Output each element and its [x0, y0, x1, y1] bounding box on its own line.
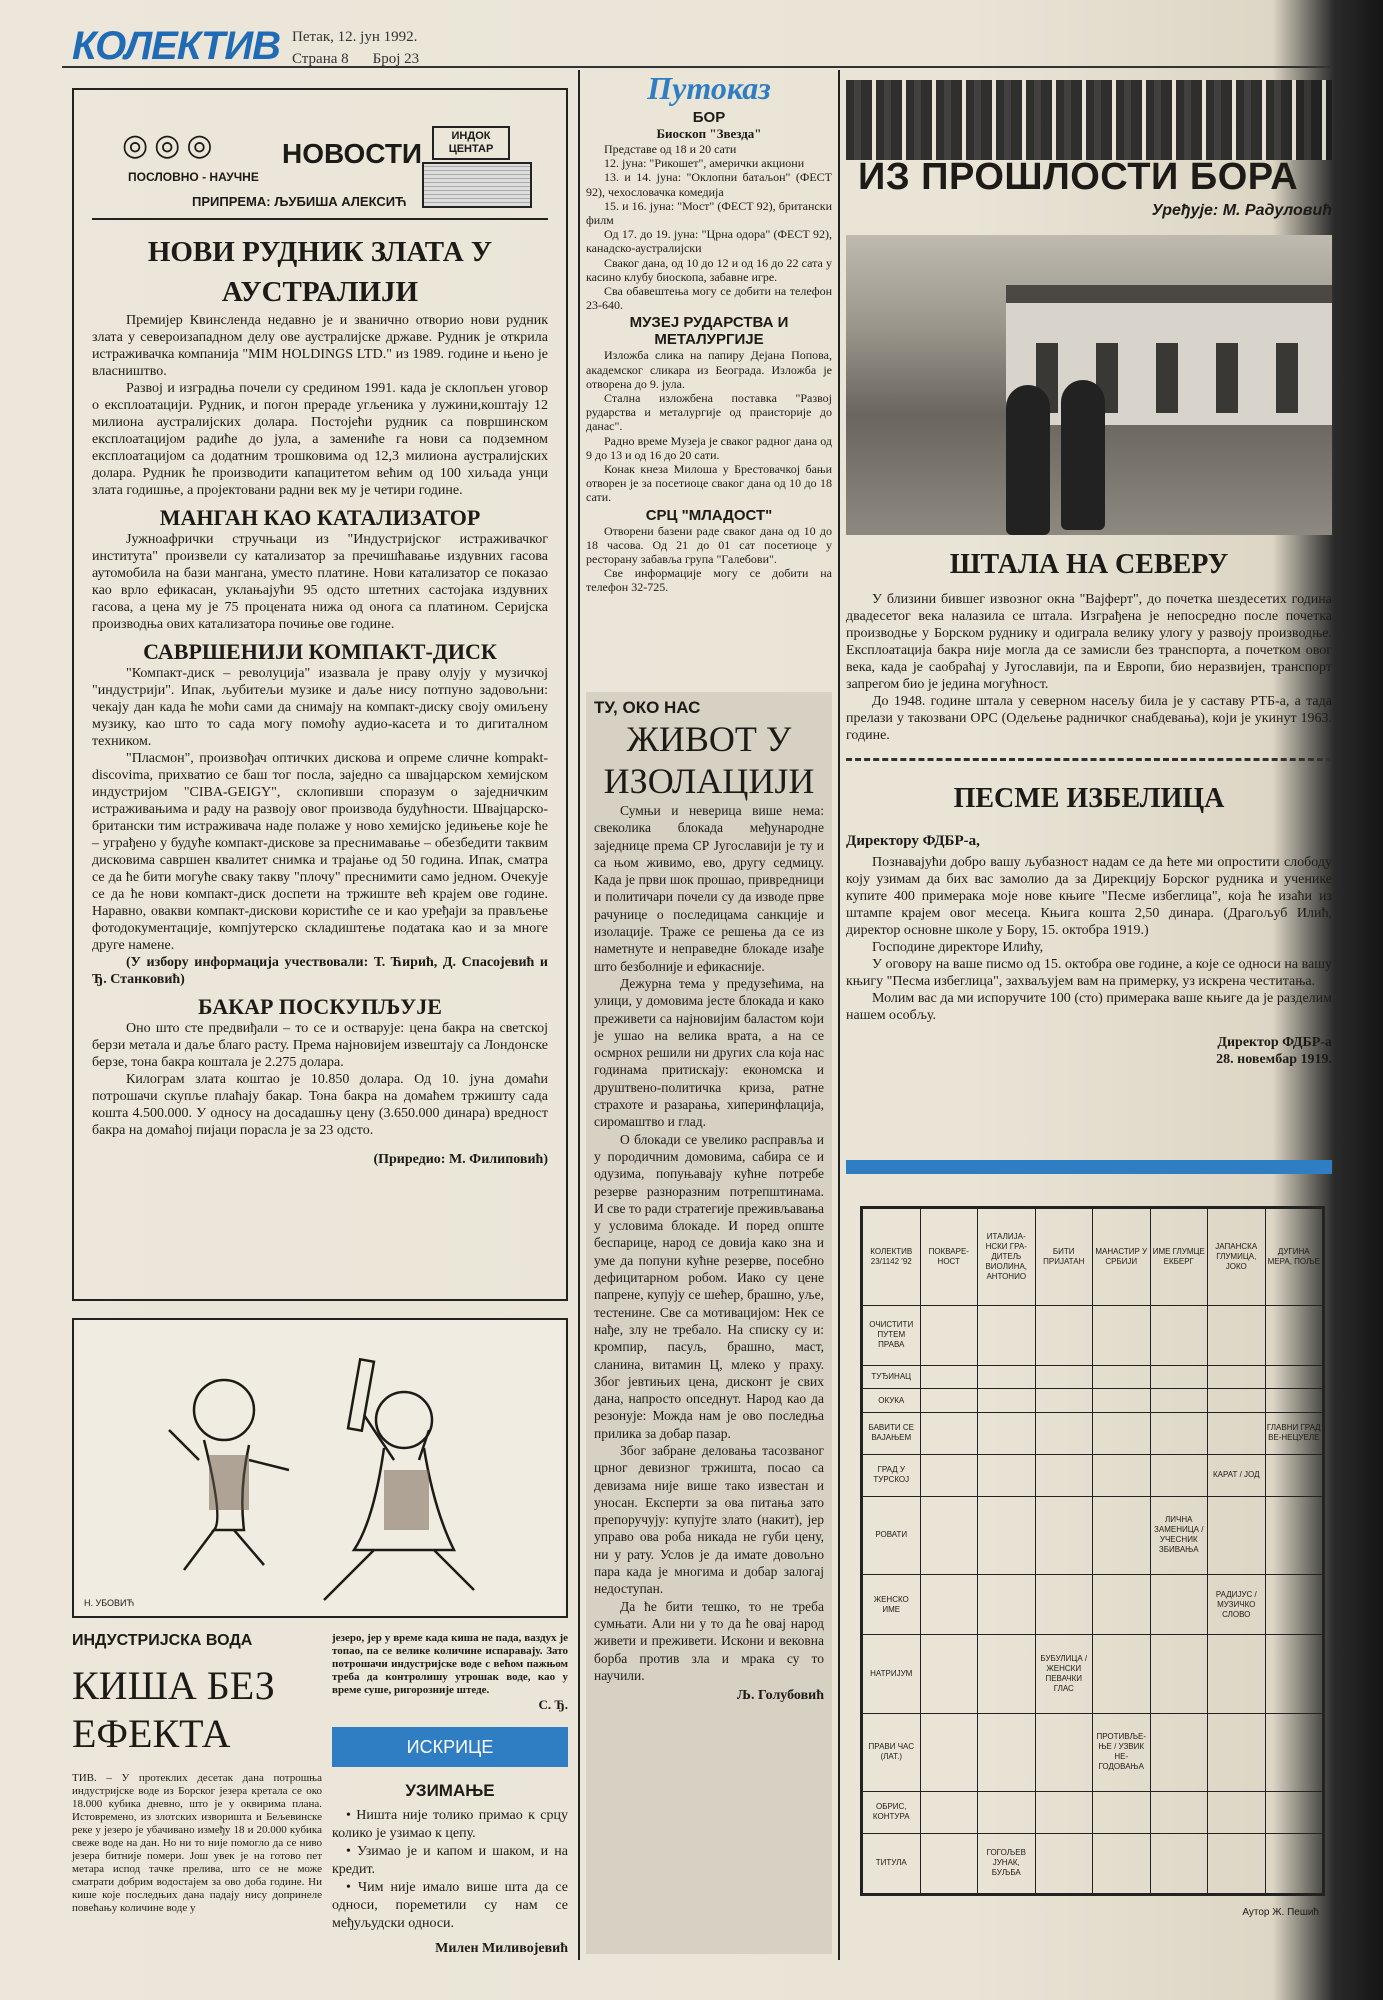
crossword-clue: НАТРИЈУМ [863, 1635, 921, 1713]
history-column [846, 80, 1332, 1068]
crossword-clue: ЖЕНСКО ИМЕ [863, 1575, 921, 1635]
crossword-author-label: Аутор [1242, 1907, 1270, 1918]
letters-signoff: Директор ФДБР-а [1217, 1035, 1332, 1050]
crossword-clue: ПРОТИВЉЕ-ЊЕ / УЗВИК НЕ-ГОДОВАЊА [1093, 1713, 1151, 1791]
banner-box-label: ИНДОК ЦЕНТАР [432, 126, 510, 160]
crossword-cell[interactable] [1093, 1365, 1151, 1389]
crossword-cell[interactable] [1093, 1389, 1151, 1413]
crossword-cell[interactable] [1265, 1389, 1323, 1413]
putokaz-line: Изложба слика на папиру Дејана Попова, академског сликара из Београда. Изложба је отворена до 9. јула. [586, 348, 832, 391]
crossword-cell[interactable] [1150, 1305, 1208, 1365]
article-headline: КИША БЕЗ ЕФЕКТА [72, 1663, 275, 1756]
putokaz-line: Све информације могу се добити на телефон 32-725. [586, 566, 832, 595]
crossword-cell[interactable] [1035, 1454, 1093, 1496]
putokaz-section-head: МУЗЕЈ РУДАРСТВА И МЕТАЛУРГИЈЕ [629, 314, 789, 349]
crossword-cell[interactable] [1035, 1496, 1093, 1574]
cartoon-signature: Н. УБОВИЋ [84, 1598, 135, 1608]
putokaz-line: Стална изложбена поставка "Развој рударства и металургије од праисторије до данас". [586, 391, 832, 434]
news-banner [92, 108, 548, 220]
crossword-cell[interactable] [920, 1496, 978, 1574]
putokaz-line: 15. и 16. јуна: "Мост" (ФЕСТ 92), британски филм [586, 198, 832, 228]
article-paragraph: Јужноафрички стручњаци из "Индустријског истраживачког института" произвели су катализатор за пречишћавање издувних гасова аутомобила на бази мангана, уместо платине. Нови катализатор се показао као врло ефикасан, уклањајући 95 одсто штетних састојака издувних гасова, а цена му је 75 процената нижа од онога са платином. Серијска производња ових катализатора почиње ове године. [92, 532, 548, 632]
iskrice-author: Милен Миливојевић [435, 1941, 568, 1956]
putokaz-line: Отворени базени раде сваког дана од 10 до 18 часова. Од 21 до 01 сат посетиоце у ресторану забавља група "Галебови". [586, 523, 832, 567]
crossword-row [863, 1413, 1323, 1455]
crossword-cell[interactable] [920, 1575, 978, 1635]
crossword-clue: КАРАТ / ЈОД [1208, 1454, 1266, 1496]
crossword-cell[interactable] [1093, 1454, 1151, 1496]
crossword-cell[interactable] [1208, 1496, 1266, 1574]
crossword-cell[interactable] [1208, 1713, 1266, 1791]
article-credit: (У избору информација учествовали: Т. Ћирић, Д. Спасојевић и Ђ. Станковић) [92, 955, 548, 987]
crossword-cell[interactable] [978, 1575, 1036, 1635]
crossword-cell[interactable] [1208, 1833, 1266, 1893]
barn-window [1216, 343, 1238, 413]
crossword-clue: ГОГОЉЕВ ЈУНАК, БУЉБА [978, 1833, 1036, 1893]
crossword-cell[interactable] [1150, 1454, 1208, 1496]
banner-left-label: ПОСЛОВНО - НАУЧНЕ [128, 170, 259, 184]
crossword-cell[interactable] [920, 1635, 978, 1713]
crossword-cell[interactable] [1035, 1413, 1093, 1455]
crossword-cell[interactable] [1150, 1365, 1208, 1389]
article-title: САВРШЕНИЈИ КОМПАКТ-ДИСК [143, 639, 497, 664]
putokaz-line: Представе од 18 и 20 сати [604, 142, 737, 156]
crossword-cell[interactable] [1265, 1305, 1323, 1365]
crossword-cell[interactable] [1093, 1833, 1151, 1893]
crossword-cell[interactable] [920, 1389, 978, 1413]
article-body: ТИВ. – У протеклих десетак дана потрошња индустријске воде из Борског језера кретала се око 18.000 кубика дневно, што је у оквирима плана. Истовремено, из злотских изворишта и Бељевинске реке у језеро је убачивано између 18 и 20.000 кубика свеже воде на дан. Но ни то није помогло да се ниво језера битније помери. Још увек је на готово пет метара испод тачке прелива, што се не може сматрати добрим водостајем за ово доба године. Ни кише које последњих дана падају нису допринеле повећању количине воде у [72, 1772, 322, 1914]
crossword-clue: РОВАТИ [863, 1496, 921, 1574]
crossword-author [1242, 1907, 1319, 1918]
article-signature: Љ. Голубовић [736, 1688, 824, 1704]
crossword-row [863, 1833, 1323, 1893]
article-headline: ЖИВОТ У ИЗОЛАЦИЈИ [603, 719, 815, 801]
crossword-cell[interactable] [978, 1454, 1036, 1496]
article-title: ШТАЛА НА СЕВЕРУ [949, 549, 1229, 580]
crossword-clue: ОКУКА [863, 1389, 921, 1413]
barn-window [1276, 343, 1298, 413]
crossword-cell[interactable] [1035, 1305, 1093, 1365]
section-divider-bar [846, 1160, 1332, 1174]
crossword-cell[interactable] [1150, 1575, 1208, 1635]
crossword-cell[interactable] [1265, 1496, 1323, 1574]
putokaz-column [586, 70, 832, 595]
crossword-cell[interactable] [1265, 1635, 1323, 1713]
crossword-clue: РАДИЈУС / МУЗИЧКО СЛОВО [1208, 1575, 1266, 1635]
crossword-cell[interactable] [978, 1365, 1036, 1389]
article-title: НОВИ РУДНИК ЗЛАТА У АУСТРАЛИЈИ [147, 236, 493, 308]
crossword-cell[interactable] [1150, 1413, 1208, 1455]
iskrice-column [332, 1632, 568, 1957]
crossword-cell[interactable] [1093, 1791, 1151, 1833]
computer-icon [422, 162, 532, 208]
article-paragraph: Дежурна тема у предузећима, на улици, у домовима јесте блокада и како преживети са најновијим баластом који је ушао на велика врата, а на се осмрнох решили ни других сла која нас годинама притискају: економска и друштвено-политичка криза, ратне страхоте и разарања, хиперинфлација, сиромаштво и глад. [594, 975, 824, 1130]
article-paragraph: Сумњи и неверица више нема: свеколика блокада међународне заједнице према СР Југославији је ту и са њом живимо, ево, другу седмицу. Када је први шок прошао, привредници и политичари почели су да изводе прве рачунице о последицама санкције и изолације. Траже се решења да се из наметнуте и неправедне блокаде изађе што безболније и ефикасније. [594, 803, 824, 974]
crossword-row [863, 1454, 1323, 1496]
crossword-cell[interactable] [1035, 1389, 1093, 1413]
crossword-clue: БУБУЛИЦА / ЖЕНСКИ ПЕВАЧКИ ГЛАС [1035, 1635, 1093, 1713]
crossword-cell[interactable] [1208, 1635, 1266, 1713]
crossword-cell[interactable] [978, 1713, 1036, 1791]
article-manganese [74, 505, 566, 633]
crossword-clue: ЛИЧНА ЗАМЕНИЦА / УЧЕСНИК ЗБИВАЊА [1150, 1496, 1208, 1574]
barn-building [1006, 285, 1332, 425]
crossword-cell[interactable] [920, 1713, 978, 1791]
article-paragraph: До 1948. године штала у северном насељу била је у саставу РТБ-а, а тада прелази у такозвани ОРС (Одељење радничког снабдевања), који је укинут 1963. године. [846, 694, 1332, 743]
article-paragraph: Развој и изградња почели су средином 1991. када је склопљен уговор о експлоатацији. Рудник, и погон прераде угљеника у лужини,коштају 12 милиона аустралијских долара. Постојећи рудник са површинском експлоатацијом радиће до јула, а замениће га нови са подземном експлоатацијом са додатним трошковима од 12,3 милиона аустралијских долара. Рудник ће производити капацитетом већим од 100 хиљада унци злата годишње, а пројектовани радни век му је четири године. [92, 381, 548, 498]
article-industrial-water [72, 1632, 322, 1915]
crossword-clue: ГРАД У ТУРСКОЈ [863, 1454, 921, 1496]
putokaz-section-sub: Биоскоп "Звезда" [656, 126, 762, 141]
article-copper [74, 994, 566, 1168]
masthead [62, 22, 1332, 68]
article-paragraph: Премијер Квинсленда недавно је и званично отворио нови рудник злата у североизападном делу ове аустралијске државе. Рудник је открила истраживачка компанија "MIM HOLDINGS LTD." из 1989. године и њено је власништво. [92, 313, 548, 379]
putokaz-title: Путоказ [647, 70, 771, 106]
cartoon [72, 1318, 568, 1618]
crossword-cell[interactable] [1035, 1791, 1093, 1833]
crossword-grid [860, 1206, 1325, 1918]
article-paragraph: "Компакт-диск – револуција" изазвала је праву олују у музичкој "индустрији". Ипак, љубитељи музике и даље нису потпуно задовољни: чекају дан када ће моћи сами да снимају на компакт-диску своју омиљену музику, као што то сада могу помоћу аудио-касета и то дигиталном техником. [92, 666, 548, 749]
crossword-cell[interactable] [1265, 1454, 1323, 1496]
putokaz-section-head: СРЦ "МЛАДОСТ" [645, 506, 773, 524]
crossword-row [863, 1575, 1323, 1635]
article-compact-disc [74, 639, 566, 988]
putokaz-line: Од 17. до 19. јуна: "Црна одора" (ФЕСТ 92), канадско-аустралијски [586, 227, 832, 256]
crossword-row [863, 1635, 1323, 1713]
article-title: МАНГАН КАО КАТАЛИЗАТОР [159, 505, 481, 530]
banner-title: НОВОСТИ [282, 138, 423, 169]
putokaz-line: Сваког дана, од 10 до 12 и од 16 до 22 сата у касино клубу биоскопа, забавне игре. [586, 255, 832, 284]
putokaz-line: 12. јуна: "Рикошет", амерички акциони [604, 156, 805, 171]
letters-date: 28. новембар 1919. [1216, 1052, 1332, 1067]
crossword-cell[interactable] [1208, 1413, 1266, 1455]
crossword-cell[interactable] [1035, 1833, 1093, 1893]
crossword-cell[interactable] [978, 1496, 1036, 1574]
issue-number: Број 23 [372, 51, 420, 67]
crossword-row [863, 1209, 1323, 1306]
column-divider [838, 70, 840, 1960]
crossword-row [863, 1365, 1323, 1389]
article-paragraph: Килограм злата коштао је 10.850 долара. Од 10. јуна домаћи потрошачи скупље плаћају бакар. Тона бакра на домаћем тржишту сада кошта 4.500.000. У односу на досадашњу цену (3.650.000 динара) вредност бакра на домаћој пијаци порасла је за 23 одсто. [92, 1072, 548, 1138]
article-body-continued: језеро, јер у време када киша не пада, ваздух је топао, па се велике количине испаравају. Зато потрошачи индустријске воде с већом пажњом треба да контролишу утрошак воде, као у време суше, ригорозније штеде. [332, 1632, 568, 1696]
crossword-clue: БАВИТИ СЕ ВАЈАЊЕМ [863, 1413, 921, 1455]
crossword-cell[interactable] [978, 1413, 1036, 1455]
crossword-cell[interactable] [1093, 1413, 1151, 1455]
crossword-cell[interactable] [1208, 1389, 1266, 1413]
crossword-clue: КОЛЕКТИВ 23/1142 '92 [863, 1209, 921, 1306]
iskrice-title: УЗИМАЊЕ [405, 1781, 495, 1800]
letters-salutation: Директору ФДБР-а, [846, 833, 980, 849]
barn-photo [846, 235, 1332, 535]
globe-icon: ◎◎◎ [122, 129, 219, 162]
banner-prepared: ПРИПРЕМА: ЉУБИША АЛЕКСИЋ [192, 194, 407, 209]
crossword-cell[interactable] [1093, 1305, 1151, 1365]
crossword-row [863, 1305, 1323, 1365]
article-paragraph: "Пласмон", произвођач оптичких дискова и опреме сличне kompakt-discovima, прихватио се баш тог посла, заједно са швајцарском хемијском индустријом "CIBA-GEIGY", склопивши споразум о заједничким истраживањима и раду на развоју овог производа будућности. Швајцарско-британски тим истраживача наде полаже у ново хемијско једињење које ће – уграђено у будуће компакт-дискове за преснимавање – обезбедити таквим дисковима савршен квалитет снимка и трајање од 50 година. Ипак, сматра се да ће бити могуће сваку такву "плочу" преснимити само једном. Очекује се да ће нови компакт-диск доспети на тржиште већ крајем ове године. Наравно, овакви компакт-дискови користиће се и као уређаји за прављење фотодокументације, компјутерско складиштење података као и за многе друге намене. [92, 751, 548, 953]
crossword-row [863, 1496, 1323, 1574]
crossword-clue: ТИТУЛА [863, 1833, 921, 1893]
crossword-cell[interactable] [1208, 1365, 1266, 1389]
news-box [72, 88, 568, 1301]
crossword-cell[interactable] [1150, 1833, 1208, 1893]
letters-paragraph: Господине директоре Илићу, [872, 940, 1044, 955]
putokaz-line: Радно време Музеја је сваког радног дана од 9 до 13 и од 16 до 20 сати. [586, 433, 832, 462]
town-silhouette-image [846, 80, 1332, 160]
crossword-cell[interactable] [1265, 1791, 1323, 1833]
crossword-cell[interactable] [1035, 1713, 1093, 1791]
issue-date: Петак, 12. јун 1992. [292, 29, 418, 45]
putokaz-line: Конак кнеза Милоша у Брестовачкој бањи отворен је за посетиоце сваког дана од 10 до 18 сати. [586, 462, 832, 505]
crossword-cell[interactable] [920, 1413, 978, 1455]
crossword-table [862, 1208, 1323, 1894]
crossword-cell[interactable] [1208, 1791, 1266, 1833]
putokaz-line: 13. и 14. јуна: "Оклопни батаљон" (ФЕСТ 92), чехословачка комедија [586, 170, 832, 199]
crossword-cell[interactable] [978, 1791, 1036, 1833]
letters-paragraph: Молим вас да ми испоручите 100 (сто) примерака ваше књиге да је разделим нашем особљу. [846, 991, 1332, 1023]
crossword-cell[interactable] [920, 1365, 978, 1389]
crossword-cell[interactable] [920, 1454, 978, 1496]
article-zivot [586, 692, 832, 1954]
letters-paragraph: Познавајући добро вашу љубазност надам се да ћете ми опростити слободу коју узимам да бих вас замолио да за Дирекцију Борског рудника и ученике купите 400 примерака моје нове књиге "Песме избеглица", која ће изаћи из штампе крајем овог месеца. Књига кошта 2,50 динара. (Драгољуб Илић, директор основне школе у Бору, 15. октобра 1919.) [846, 855, 1332, 938]
crossword-cell[interactable] [1150, 1713, 1208, 1791]
crossword-cell[interactable] [978, 1389, 1036, 1413]
article-kicker: ИНДУСТРИЈСКА ВОДА [72, 1632, 253, 1649]
crossword-cell[interactable] [1150, 1635, 1208, 1713]
crossword-cell[interactable] [1150, 1389, 1208, 1413]
crossword-cell[interactable] [1265, 1713, 1323, 1791]
crossword-clue: ПРАВИ ЧАС (ЛАТ.) [863, 1713, 921, 1791]
crossword-cell[interactable] [920, 1833, 978, 1893]
article-paragraph: О блокади се увелико расправља и у породичним домовима, сабира се и одузима, попуњавају кућне потребе резерве разноразним потрепштинама. И све то ради стратегије преживљавања у условима блокаде. И поред опште беспарице, народ се довија како зна и уме да попуни кућне резерве, посебно дефицитарном робом. Иако су цене папрене, купују се шећер, брашно, уље, тестенине. Све са мотивацијом: Нек се нађе, злу не требало. На списку су и: кромпир, пасуљ, брашно, маст, сланина, витамин Ц, млеко у праху. Због јевтињих цена, дисконт је свих дана, напросто опседнут. Народ као да резонује: Можда нам је ово последња прилика за добар пазар. [594, 1131, 824, 1441]
letters-paragraph: У оговору на ваше писмо од 15. октобра ове године, а које се односи на вашу књигу "Песма избеглица", захваљујем вам на примерку, уз искрена честитања. [846, 957, 1332, 989]
article-paragraph: Да ће бити тешко, то не треба сумњати. Али ни у то да ће овај народ живети и преживети. Искони и вековна борба против зла и мрака су то научили. [594, 1598, 824, 1683]
column-divider [578, 70, 580, 1960]
putokaz-section-head: БОР [692, 109, 726, 126]
crossword-row [863, 1389, 1323, 1413]
article-signature: С. Ђ. [538, 1697, 568, 1712]
crossword-cell[interactable] [920, 1305, 978, 1365]
crossword-clue: ТУЂИНАЦ [863, 1365, 921, 1389]
iskrice-line: • Чим није имало више шта да се односи, пореметили су нам се међуљудски односи. [332, 1880, 568, 1931]
newspaper-logo: КОЛЕКТИВ [72, 24, 280, 68]
article-kicker: ТУ, ОКО НАС [594, 698, 701, 717]
person-figure [1061, 380, 1105, 530]
crossword-cell[interactable] [920, 1791, 978, 1833]
issue-info [292, 26, 419, 70]
crossword-clue: ИТАЛИЈА-НСКИ ГРА-ДИТЕЉ ВИОЛИНА, АНТОНИО [978, 1209, 1036, 1306]
crossword-clue: МАНАСТИР У СРБИЈИ [1093, 1209, 1151, 1306]
dashed-divider [846, 758, 1332, 761]
article-credit: (Приредио: М. Филиповић) [373, 1152, 548, 1167]
crossword-clue: БИТИ ПРИЈАТАН [1035, 1209, 1093, 1306]
crossword-clue: ИМЕ ГЛУМЦЕ ЕКБЕРГ [1150, 1209, 1208, 1306]
iskrice-banner: ИСКРИЦЕ [332, 1727, 568, 1767]
article-title: БАКАР ПОСКУПЉУЈЕ [198, 994, 442, 1019]
crossword-cell[interactable] [1150, 1791, 1208, 1833]
crossword-cell[interactable] [978, 1305, 1036, 1365]
crossword-clue: ЈАПАНСКА ГЛУМИЦА, ЈОКО [1208, 1209, 1266, 1306]
crossword-row [863, 1713, 1323, 1791]
crossword-row [863, 1791, 1323, 1833]
page-number: Страна 8 [292, 51, 349, 67]
history-title-art [846, 80, 1332, 225]
crossword-cell[interactable] [1035, 1575, 1093, 1635]
crossword-cell[interactable] [1093, 1635, 1151, 1713]
crossword-cell[interactable] [1265, 1365, 1323, 1389]
crossword-clue: ГЛАВНИ ГРАД ВЕ-НЕЦУЕЛЕ [1265, 1413, 1323, 1455]
putokaz-line: Сва обавештења могу се добити на телефон 23-640. [586, 284, 832, 313]
history-editor: Уређује: М. Радуловић [1151, 202, 1332, 219]
person-figure [1006, 385, 1050, 535]
letters-title: ПЕСМЕ ИЗБЕЛИЦА [953, 783, 1225, 814]
article-paragraph: У близини бившег извозног окна "Вајферт", до почетка шездесетих година двадесетог века налазила се штала. Изграђена је непосредно после почетка производње у Борском руднику и одиграла велику улогу у развоју производње. Експлоатација бакра није могла да се замисли без транспорта, а почетком овог века, када је саобраћај у Југославији, па и Европи, био неразвијен, транспорт запрегом био је једина могућност. [846, 592, 1332, 692]
history-title: ИЗ ПРОШЛОСТИ БОРА [858, 156, 1299, 198]
crossword-cell[interactable] [1035, 1365, 1093, 1389]
crossword-cell[interactable] [1093, 1496, 1151, 1574]
iskrice-line: • Ништа није толико примао к срцу колико је узимао к цепу. [332, 1808, 568, 1841]
crossword-cell[interactable] [978, 1635, 1036, 1713]
crossword-clue: ОЧИСТИТИ ПУТЕМ ПРАВА [863, 1305, 921, 1365]
barn-window [1156, 343, 1178, 413]
cartoon-drawing [74, 1320, 566, 1616]
article-paragraph: Оно што сте предвиђали – то се и остварује: цена бакра на светској берзи метала и даље благо расту. Према најновијем извештају са Лондонске берзе, тона бакра коштала је 2.275 долара. [92, 1021, 548, 1070]
crossword-cell[interactable] [1208, 1305, 1266, 1365]
crossword-cell[interactable] [1093, 1575, 1151, 1635]
article-gold-mine [74, 232, 566, 499]
crossword-cell[interactable] [1265, 1833, 1323, 1893]
iskrice-line: • Узимао је и капом и шаком, и на кредит. [332, 1844, 568, 1877]
crossword-cell[interactable] [1265, 1575, 1323, 1635]
crossword-clue: ОБРИС, КОНТУРА [863, 1791, 921, 1833]
crossword-author-name: Ж. Пешић [1272, 1907, 1319, 1918]
crossword-clue: ДУГИНА МЕРА, ПОЉЕ [1265, 1209, 1323, 1306]
article-paragraph: Због забране деловања тасозваног црног девизног тржишта, посао са девизама није више тако известан и уносан. Експерти за ова питања зато препоручују: купујте злато (накит), јер управо ова роба никада не губи цену, ни у рату. Услов је да имате довољно пара када је многима и добар залогај недоступан. [594, 1442, 824, 1597]
crossword-clue: ПОКВАРЕ-НОСТ [920, 1209, 978, 1306]
